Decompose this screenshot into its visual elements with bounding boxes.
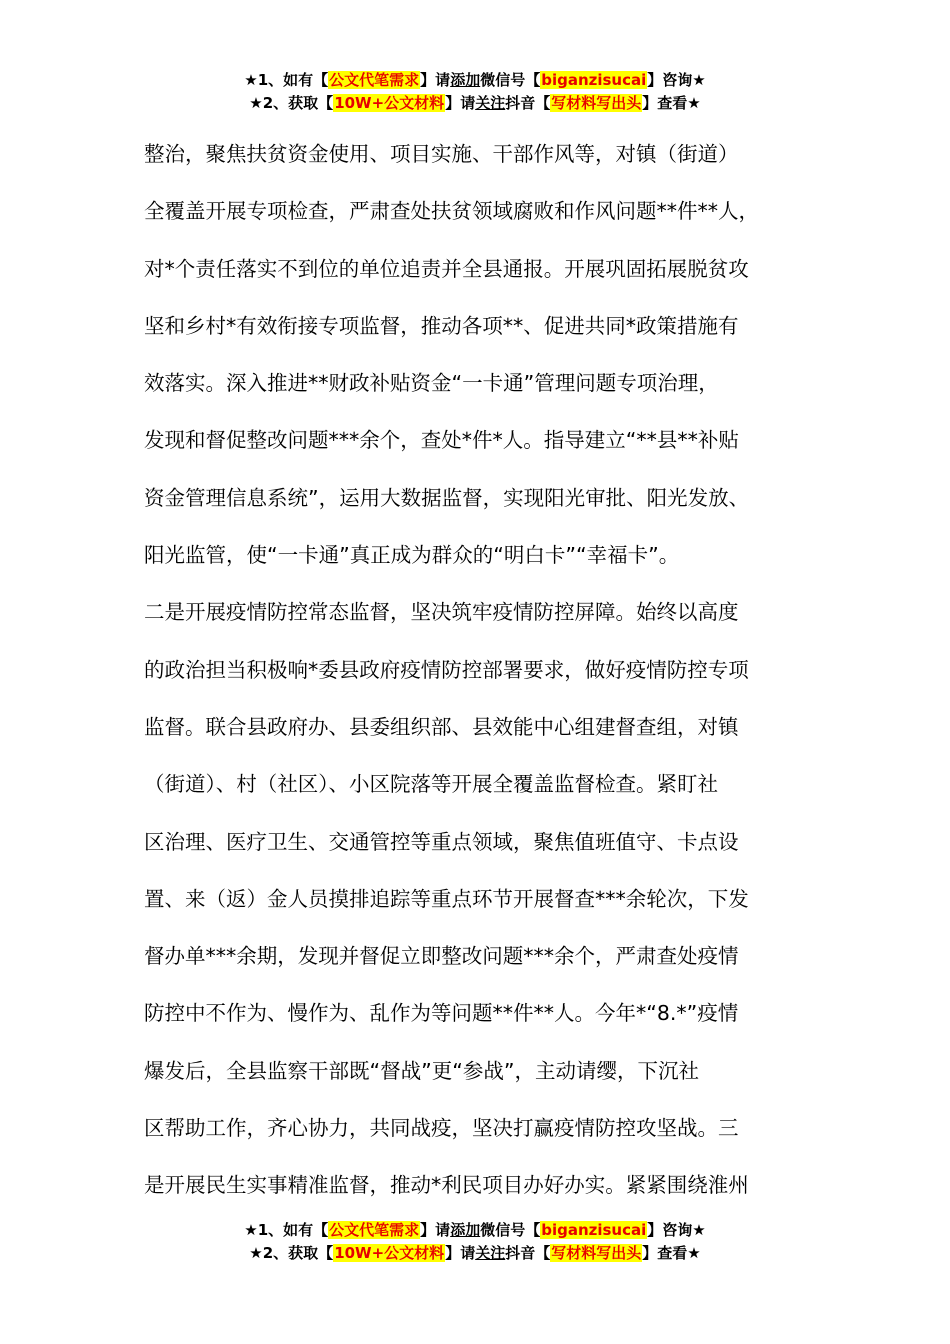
body-line: 坚和乡村*有效衔接专项监督，推动各项**、促进共同*政策措施有: [144, 313, 739, 338]
header-banner: [0, 69, 950, 115]
banner-line-2: [0, 1242, 950, 1265]
highlight-service: 公文代笔需求: [329, 1221, 420, 1239]
body-line: 资金管理信息系统”，运用大数据监督，实现阳光审批、阳光发放、: [144, 485, 750, 510]
banner-text: 】查看★: [642, 1244, 701, 1262]
body-line: 对*个责任落实不到位的单位追责并全县通报。开展巩固拓展脱贫攻: [144, 256, 749, 281]
document-body: [144, 126, 834, 1215]
banner-text: 抖音【: [505, 1244, 551, 1262]
body-line: 爆发后，全县监察干部既“督战”更“参战”，主动请缨，下沉社: [144, 1058, 699, 1083]
body-line: 的政治担当积极响*委县政府疫情防控部署要求，做好疫情防控专项: [144, 657, 749, 682]
underlined-text: 关注: [475, 1244, 506, 1262]
highlight-service: 公文代笔需求: [329, 71, 420, 89]
banner-text: 抖音【: [505, 94, 551, 112]
highlight-materials: 10W+公文材料: [334, 94, 445, 112]
banner-text: ★2、获取【: [249, 94, 334, 112]
highlight-douyin-account: 写材料写出头: [551, 1244, 642, 1262]
body-line: 整治，聚焦扶贫资金使用、项目实施、干部作风等，对镇（街道）: [144, 142, 739, 166]
banner-text: 微信号【: [480, 1221, 541, 1239]
underlined-text: 添加: [450, 1221, 481, 1239]
underlined-text: 关注: [475, 94, 506, 112]
banner-line-1: [0, 69, 950, 92]
banner-text: 】咨询★: [647, 71, 706, 89]
body-line: 监督。联合县政府办、县委组织部、县效能中心组建督查组，对镇: [144, 714, 739, 739]
highlight-materials: 10W+公文材料: [334, 1244, 445, 1262]
body-line: 区帮助工作，齐心协力，共同战疫，坚决打赢疫情防控攻坚战。三: [144, 1116, 739, 1141]
banner-text: 】请: [445, 94, 476, 112]
banner-line-2: [0, 92, 950, 115]
body-line: 效落实。深入推进**财政补贴资金“一卡通”管理问题专项治理，: [144, 371, 719, 396]
body-line: 发现和督促整改问题***余个，查处*件*人。指导建立“**县**补贴: [144, 428, 739, 453]
body-line: 全覆盖开展专项检查，严肃查处扶贫领域腐败和作风问题**件**人，: [144, 199, 759, 224]
banner-text: 】请: [420, 1221, 451, 1239]
banner-text: 微信号【: [480, 71, 541, 89]
highlight-wechat-id: biganzisucai: [541, 71, 647, 89]
body-line: 区治理、医疗卫生、交通管控等重点领域，聚焦值班值守、卡点设: [144, 829, 739, 854]
body-line: 是开展民生实事精准监督，推动*利民项目办好办实。紧紧围绕淮州: [144, 1173, 749, 1198]
banner-line-1: [0, 1219, 950, 1242]
body-line: 督办单***余期，发现并督促立即整改问题***余个，严肃查处疫情: [144, 944, 739, 969]
body-line: 防控中不作为、慢作为、乱作为等问题**件**人。今年*“8.*”疫情: [144, 1001, 739, 1026]
body-line: （街道）、村（社区）、小区院落等开展全覆盖监督检查。紧盯社: [144, 772, 718, 797]
banner-text: 】咨询★: [647, 1221, 706, 1239]
banner-text: 】请: [445, 1244, 476, 1262]
banner-text: ★2、获取【: [249, 1244, 334, 1262]
banner-text: ★1、如有【: [244, 71, 329, 89]
banner-text: 】请: [420, 71, 451, 89]
banner-text: 】查看★: [642, 94, 701, 112]
footer-banner: [0, 1219, 950, 1265]
body-line: 置、来（返）金人员摸排追踪等重点环节开展督查***余轮次，下发: [144, 886, 749, 911]
highlight-wechat-id: biganzisucai: [541, 1221, 647, 1239]
banner-text: ★1、如有【: [244, 1221, 329, 1239]
highlight-douyin-account: 写材料写出头: [551, 94, 642, 112]
body-line: 二是开展疫情防控常态监督，坚决筑牢疫情防控屏障。始终以高度: [144, 600, 739, 625]
underlined-text: 添加: [450, 71, 481, 89]
body-line: 阳光监管，使“一卡通”真正成为群众的“明白卡”“幸福卡”。: [144, 543, 680, 568]
